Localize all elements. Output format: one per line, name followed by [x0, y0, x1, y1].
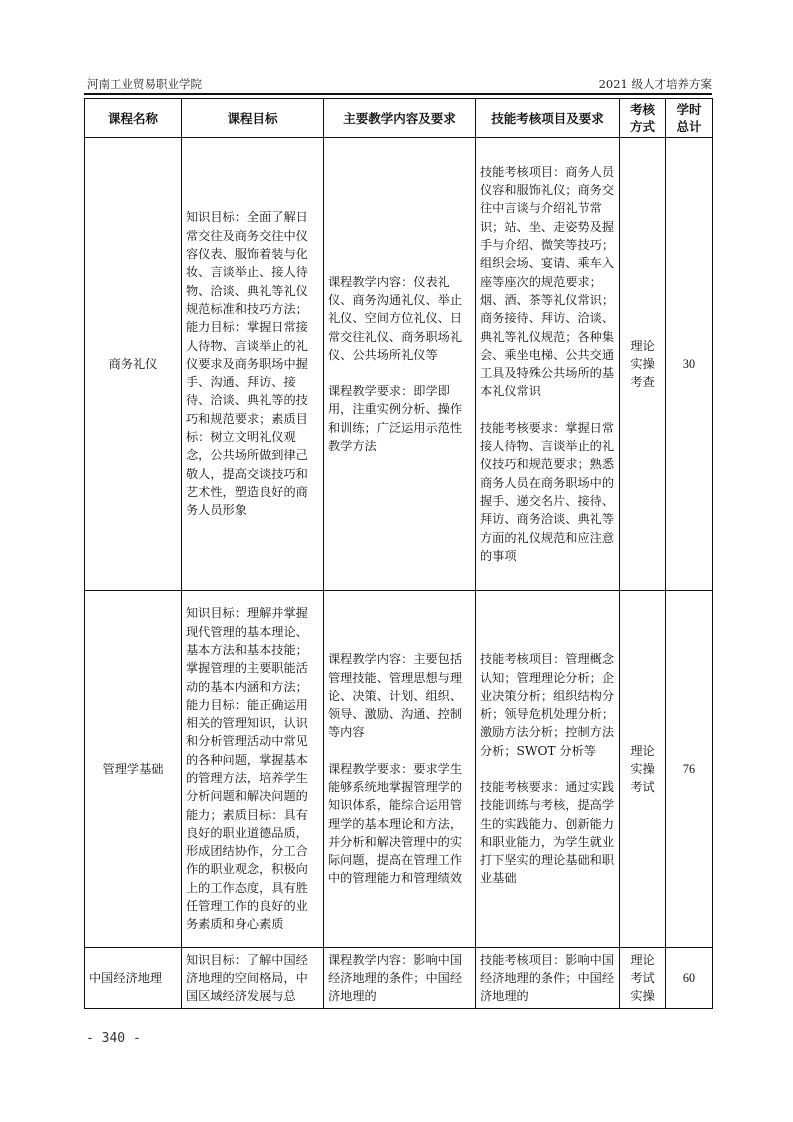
- skill-requirement-text: 技能考核要求：掌握日常接人待物、言谈举止的礼仪技巧和规范要求；熟悉商务人员在商务职场中的握手、递交名片、接待、拜访、商务洽谈、典礼等方面的礼仪规范和应注意的事项: [480, 420, 615, 563]
- course-goal-cell: [182, 138, 324, 591]
- course-goal-cell: [182, 591, 324, 948]
- assessment-method-cell: [620, 591, 666, 948]
- col-header-method-line2: 方式: [629, 119, 655, 134]
- table-row: [85, 948, 713, 1009]
- skill-cell: [476, 948, 620, 1009]
- document-header-plan: 2021 级人才培养方案: [598, 77, 712, 91]
- course-content-cell: [324, 948, 476, 1009]
- course-goal-text: 知识目标：理解并掌握现代管理的基本理论、基本方法和基本技能；掌握管理的主要职能活动的基本内涵和方法；能力目标：能正确运用相关的管理知识，认识和分析管理活动中常见的各种问题，掌握基本的管理方法，培养学生分析问题和解决问题的能力；素质目标：具有良好的职业道德品质，形成团结协作，分工合作的职业观念，积极向上的工作态度，具有胜任管理工作的良好的业务素质和身心素质: [186, 606, 308, 932]
- course-goal-text: 知识目标：全面了解日常交往及商务交往中仪容仪表、服饰着装与化妆、言谈举止、接人待物、洽谈、典礼等礼仪规范标准和技巧方法；能力目标：掌握日常接人待物、言谈举止的礼仪要求及商务职场中握手、沟通、拜访、接待、洽谈、典礼等的技巧和规范要求；素质目标：树立文明礼仪观念，公共场所做到律己敬人，提高交谈技巧和艺术性，塑造良好的商务人员形象: [186, 210, 308, 518]
- col-header-method: [620, 99, 666, 138]
- course-table: [84, 98, 713, 1009]
- course-content-text: 课程教学内容：仪表礼仪、商务沟通礼仪、举止礼仪、空间方位礼仪、日常交往礼仪、商务职场礼仪、公共场所礼仪等: [328, 274, 463, 362]
- method-line: 考查: [630, 375, 655, 390]
- method-line: 实操: [630, 989, 655, 1004]
- skill-cell: [476, 138, 620, 591]
- course-content-text: 课程教学内容：主要包括管理技能、管理思想与理论、决策、计划、组织、领导、激励、沟通、控制等内容: [328, 652, 463, 740]
- course-goal-cell: [182, 948, 324, 1009]
- course-requirement-text: 课程教学要求：即学即用，注重实例分析、操作和训练；广泛运用示范性教学方法: [328, 384, 463, 454]
- col-header-hours-line1: 学时: [676, 102, 702, 117]
- course-goal-text: 知识目标：了解中国经济地理的空间格局，中国区域经济发展与总: [186, 952, 308, 1004]
- assessment-method-cell: [620, 948, 666, 1009]
- table-header-row: [85, 99, 713, 138]
- course-name-cell: 商务礼仪: [85, 138, 182, 591]
- method-line: 考试: [630, 780, 655, 795]
- skill-requirement-text: 技能考核要求：通过实践技能训练与考核，提高学生的实践能力、创新能力和职业能力，为学生就业打下坚实的理论基础和职业基础: [480, 780, 615, 886]
- col-header-method-line1: 考核: [629, 102, 655, 117]
- col-header-content: 主要教学内容及要求: [324, 99, 476, 138]
- course-requirement-text: 课程教学要求：要求学生能够系统地掌握管理学的知识体系，能综合运用管理学的基本理论和方法，并分析和解决管理中的实际问题，提高在管理工作中的管理能力和管理绩效: [328, 761, 463, 886]
- assessment-method-cell: [620, 138, 666, 591]
- course-content-cell: [324, 591, 476, 948]
- header-rule: [84, 93, 712, 95]
- method-line: 理论: [630, 338, 655, 353]
- method-line: 理论: [630, 952, 655, 967]
- col-header-hours-line2: 总计: [676, 119, 702, 134]
- skill-cell: [476, 591, 620, 948]
- col-header-course-name: 课程名称: [85, 99, 182, 138]
- skill-items-text: 技能考核项目：管理概念认知；管理理论分析；企业决策分析；组织结构分析；领导危机处理分析；激励方法分析；控制方法分析；SWOT 分析等: [480, 652, 615, 758]
- total-hours-cell: 30: [666, 138, 713, 591]
- course-name-cell: 中国经济地理: [85, 948, 182, 1009]
- col-header-course-goal: 课程目标: [182, 99, 324, 138]
- table-row: [85, 591, 713, 948]
- total-hours-cell: 76: [666, 591, 713, 948]
- document-header-school: 河南工业贸易职业学院: [87, 77, 202, 91]
- table-row: [85, 138, 713, 591]
- course-name-cell: 管理学基础: [85, 591, 182, 948]
- course-content-text: 课程教学内容：影响中国经济地理的条件；中国经济地理的: [328, 952, 463, 1004]
- col-header-hours: [666, 99, 713, 138]
- course-content-cell: [324, 138, 476, 591]
- method-line: 实操: [630, 356, 655, 371]
- page-number: - 340 -: [86, 1031, 141, 1046]
- method-line: 实操: [630, 761, 655, 776]
- method-line: 考试: [630, 970, 655, 985]
- skill-items-text: 技能考核项目：商务人员仪容和服饰礼仪；商务交往中言谈与介绍礼节常识；站、坐、走姿势及握手与介绍、微笑等技巧；组织会场、宴请、乘车入座等座次的规范要求；烟、酒、茶等礼仪常识；商务接待、拜访、洽谈、典礼等礼仪规范；各种集会、乘坐电梯、公共交通工具及特殊公共场所的基本礼仪常识: [480, 164, 615, 399]
- skill-items-text: 技能考核项目：影响中国经济地理的条件；中国经济地理的: [480, 952, 615, 1004]
- col-header-skill: 技能考核项目及要求: [476, 99, 620, 138]
- total-hours-cell: 60: [666, 948, 713, 1009]
- method-line: 理论: [630, 743, 655, 758]
